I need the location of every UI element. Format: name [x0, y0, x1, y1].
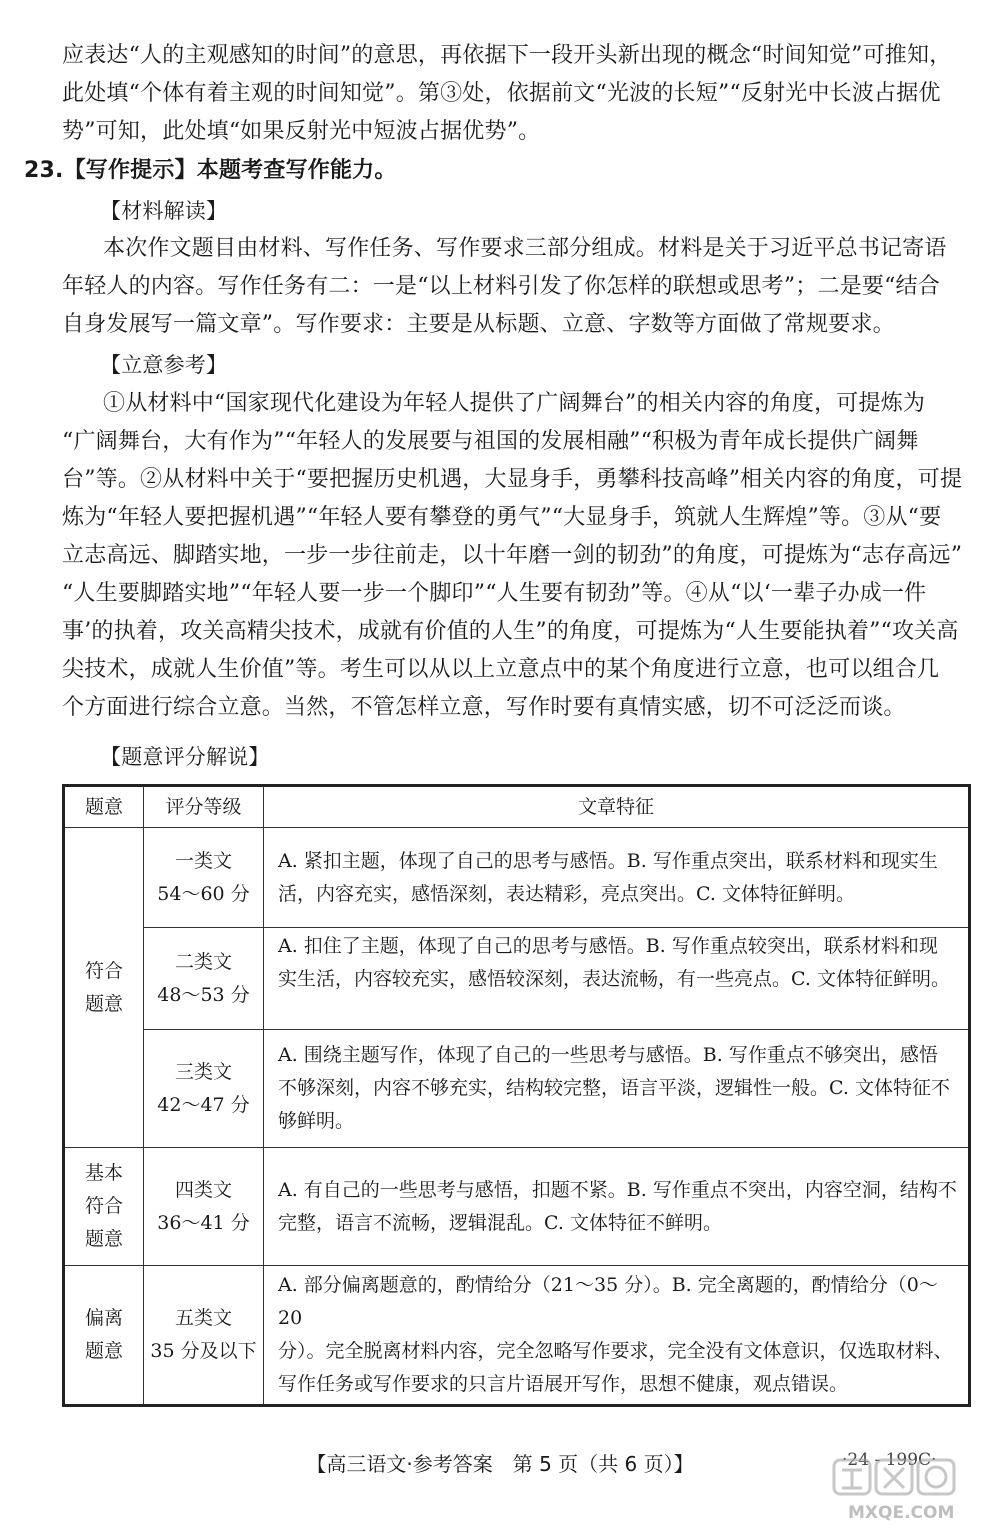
- text-line: 事’的执着，攻关高精尖技术，成就有价值的人生”的角度，可提炼为“人生要能执着”“攻关高: [62, 619, 959, 644]
- level-name: 一类文: [174, 849, 232, 872]
- table-header-row: [64, 786, 970, 828]
- section-title-material: 【材料解读】: [100, 199, 228, 223]
- feature-line: 够鲜明。: [278, 1110, 355, 1132]
- text-line: 应表达“人的主观感知的时间”的意思，再依据下一段开头新出现的概念“时间知觉”可推知，: [62, 43, 952, 68]
- category-cell: [64, 1148, 144, 1266]
- feature-line: 实生活，内容较充实，感悟较深刻，表达流畅，有一些亮点。C. 文体特征鲜明。: [278, 968, 950, 990]
- level-cell: [144, 1148, 264, 1266]
- table-row: [64, 1266, 970, 1406]
- category-cell: [64, 828, 144, 1148]
- watermark-logo: [828, 1454, 978, 1526]
- level-cell: [144, 828, 264, 928]
- category-label: 题意: [84, 1340, 123, 1362]
- text-line: “广阔舞台，大有作为”“年轻人的发展要与祖国的发展相融”“积极为青年成长提供广阔舞: [62, 429, 919, 454]
- level-score: 35 分及以下: [150, 1340, 257, 1362]
- feature-cell: [264, 928, 970, 1030]
- text-line: 势”可知，此处填“如果反射光中短波占据优势”。: [62, 119, 541, 144]
- level-name: 二类文: [174, 950, 232, 973]
- feature-line: A. 扣住了主题，体现了自己的思考与感悟。B. 写作重点较突出，联系材料和现: [278, 935, 938, 957]
- section-title-idea: 【立意参考】: [100, 353, 228, 377]
- text-line: 台”等。②从材料中关于“要把握历史机遇，大显身手，勇攀科技高峰”相关内容的角度，可提: [62, 467, 963, 492]
- text-line: 尖技术，成就人生价值”等。考生可以从以上立意点中的某个角度进行立意，也可以组合几: [62, 657, 940, 682]
- level-cell: [144, 1266, 264, 1406]
- level-cell: [144, 1030, 264, 1148]
- footer-code: ·24 - 199C·: [842, 1450, 937, 1470]
- table-row: [64, 828, 970, 928]
- category-label: 偏离: [84, 1307, 123, 1329]
- category-cell: [64, 1266, 144, 1406]
- text-line: 炼为“年轻人要把握机遇”“年轻人要有攀登的勇气”“大显身手，筑就人生辉煌”等。③从“要: [62, 505, 942, 530]
- text-line: 年轻人的内容。写作任务有二：一是“以上材料引发了你怎样的联想或思考”；二是要“结合: [62, 274, 940, 299]
- feature-line: 完整，语言不流畅，逻辑混乱。C. 文体特征不鲜明。: [278, 1211, 722, 1234]
- category-label: 题意: [84, 992, 123, 1015]
- category-label: 基本: [84, 1162, 123, 1184]
- text-line: 个方面进行综合立意。当然，不管怎样立意，写作时要有真情实感，切不可泛泛而谈。: [62, 695, 906, 720]
- table-row: [64, 1148, 970, 1266]
- text-line: “人生要脚踏实地”“年轻人要一步一个脚印”“人生要有韧劲”等。④从“以‘一辈子办成一件: [62, 581, 927, 606]
- text-line: 本次作文题目由材料、写作任务、写作要求三部分组成。材料是关于习近平总书记寄语: [103, 236, 947, 261]
- level-score: 54～60 分: [157, 882, 250, 905]
- watermark-text: MXQE.COM: [848, 1503, 955, 1523]
- feature-cell: [264, 1266, 970, 1406]
- feature-line: 活，内容充实，感悟深刻，表达精彩，亮点突出。C. 文体特征鲜明。: [278, 882, 855, 905]
- level-cell: [144, 928, 264, 1030]
- category-label: 符合: [84, 1195, 123, 1217]
- feature-line: A. 紧扣主题，体现了自己的思考与感悟。B. 写作重点突出，联系材料和现实生: [278, 849, 938, 872]
- feature-line: 不够深刻，内容不够充实，结构较完整，语言平淡，逻辑性一般。C. 文体特征不: [278, 1077, 950, 1099]
- section-title-scoring: 【题意评分解说】: [100, 745, 270, 769]
- table-row: [64, 928, 970, 1030]
- category-label: 题意: [84, 1228, 123, 1250]
- question-heading: 23.【写作提示】本题考查写作能力。: [24, 158, 397, 183]
- feature-line: A. 围绕主题写作，体现了自己的一些思考与感悟。B. 写作重点不够突出，感悟: [278, 1044, 938, 1066]
- feature-line: A. 部分偏离题意的，酌情给分（21～35 分）。B. 完全离题的，酌情给分（0～20: [278, 1274, 938, 1329]
- level-name: 三类文: [174, 1060, 232, 1083]
- feature-cell: [264, 828, 970, 928]
- text-line: 自身发展写一篇文章”。写作要求：主要是从标题、立意、字数等方面做了常规要求。: [62, 312, 895, 337]
- text-line: ①从材料中“国家现代化建设为年轻人提供了广阔舞台”的相关内容的角度，可提炼为: [103, 391, 926, 416]
- table-header: 评分等级: [144, 786, 264, 828]
- table-header: 题意: [64, 786, 144, 828]
- category-label: 符合: [84, 959, 123, 982]
- table-header: 文章特征: [264, 786, 970, 828]
- level-score: 48～53 分: [157, 983, 250, 1006]
- page-footer: 【高三语文·参考答案 第 5 页（共 6 页）】: [306, 1452, 694, 1476]
- level-score: 36～41 分: [157, 1211, 250, 1234]
- text-line: 立志高远、脚踏实地，一步一步往前走，以十年磨一剑的韧劲”的角度，可提炼为“志存高远”: [62, 543, 963, 568]
- scoring-table: [62, 784, 971, 1407]
- level-score: 42～47 分: [157, 1093, 250, 1116]
- feature-line: 分）。完全脱离材料内容，完全忽略写作要求，完全没有文体意识，仅选取材料、: [278, 1340, 953, 1362]
- table-row: [64, 1030, 970, 1148]
- feature-line: A. 有自己的一些思考与感悟，扣题不紧。B. 写作重点不突出，内容空洞，结构不: [278, 1178, 957, 1201]
- level-name: 四类文: [174, 1178, 232, 1201]
- feature-line: 写作任务或写作要求的只言片语展开写作，思想不健康，观点错误。: [278, 1373, 849, 1395]
- feature-cell: [264, 1148, 970, 1266]
- text-line: 此处填“个体有着主观的时间知觉”。第③处，依据前文“光波的长短”“反射光中长波占据优: [62, 81, 941, 106]
- feature-cell: [264, 1030, 970, 1148]
- level-name: 五类文: [174, 1307, 232, 1329]
